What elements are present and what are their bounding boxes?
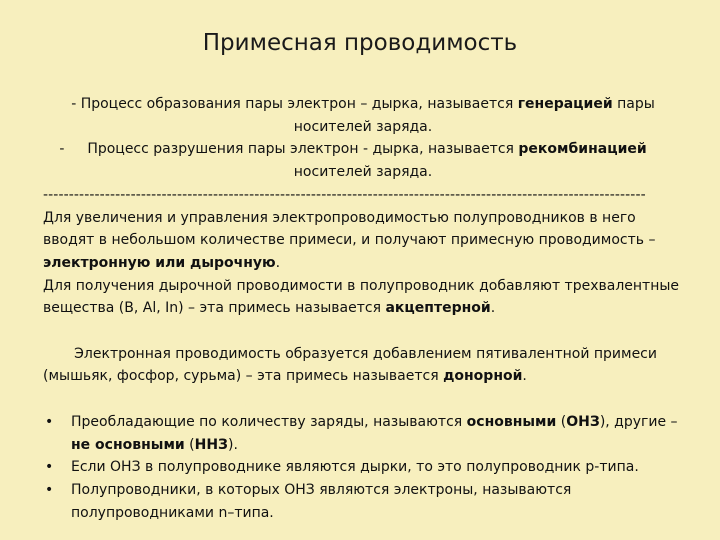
bullet-mark: • bbox=[45, 481, 54, 498]
slide-title: Примесная проводимость bbox=[202, 30, 518, 56]
generation-definition bbox=[43, 93, 683, 138]
separator-line: --------------------------------------------------------------------------------------------------------------------- bbox=[43, 186, 646, 203]
paragraph-impurity-tail: . bbox=[275, 254, 281, 271]
paragraph-donor-tail: . bbox=[522, 368, 527, 385]
recombination-term: рекомбинацией bbox=[518, 141, 647, 158]
recombination-dash: - bbox=[59, 141, 65, 158]
recombination-lead: Процесс разрушения пары электрон - дырка, называется bbox=[87, 141, 519, 158]
bullet-text: Если ОНЗ в полупроводнике являются дырки, то это полупроводник р-типа. bbox=[71, 459, 639, 476]
paragraph-impurity bbox=[43, 207, 683, 275]
generation-line2: носителей заряда. bbox=[293, 118, 433, 135]
bullet-text-part: ( bbox=[184, 436, 195, 453]
bullet-bold-part: ННЗ bbox=[194, 436, 229, 453]
slide-content bbox=[43, 93, 683, 524]
bullet-item-n-type bbox=[43, 479, 683, 524]
bullet-bold-part: основными bbox=[466, 413, 557, 430]
bullet-item-majority-carriers bbox=[43, 411, 683, 456]
recombination-line2: носителей заряда. bbox=[293, 164, 433, 181]
paragraph-acceptor-bold: акцептерной bbox=[385, 300, 491, 317]
paragraph-donor bbox=[43, 320, 683, 411]
bullet-text-part: ). bbox=[228, 436, 238, 453]
bullet-text: Полупроводники, в которых ОНЗ являются электроны, называются полупроводниками n–типа. bbox=[71, 481, 572, 521]
bullet-mark: • bbox=[45, 413, 54, 430]
paragraph-donor-bold: донорной bbox=[443, 368, 523, 385]
bullet-bold-part: не основными bbox=[71, 436, 185, 453]
bullet-mark: • bbox=[45, 459, 54, 476]
bullet-text-part: Преобладающие по количеству заряды, называются bbox=[71, 413, 467, 430]
bullet-item-p-type bbox=[43, 456, 683, 479]
paragraph-acceptor-text: Для получения дырочной проводимости в полупроводник добавляют трехвалентные вещества (B, Al, In) – эта примесь называется bbox=[43, 277, 680, 317]
bullet-text-part: ( bbox=[556, 413, 567, 430]
bullet-text bbox=[71, 411, 683, 456]
paragraph-impurity-bold: электронную или дырочную bbox=[43, 254, 276, 271]
paragraph-impurity-text: Для увеличения и управления электропроводимостью полупроводников в него вводят в небольшом количестве примеси, и получают примесную проводимость – bbox=[43, 209, 656, 249]
generation-term: генерацией bbox=[517, 96, 613, 112]
recombination-definition bbox=[43, 138, 683, 183]
paragraph-donor-text: Электронная проводимость образуется добавлением пятивалентной примеси (мышьяк, фосфор, сурьма) – эта примесь называется bbox=[43, 345, 662, 385]
paragraph-acceptor-tail: . bbox=[490, 300, 496, 317]
bullet-text-part: ), другие – bbox=[599, 413, 678, 430]
generation-lead: - Процесс образования пары электрон – дырка, называется bbox=[71, 96, 518, 112]
bullet-bold-part: ОНЗ bbox=[566, 413, 600, 430]
paragraph-acceptor bbox=[43, 275, 683, 320]
generation-tail: пары bbox=[612, 96, 655, 112]
